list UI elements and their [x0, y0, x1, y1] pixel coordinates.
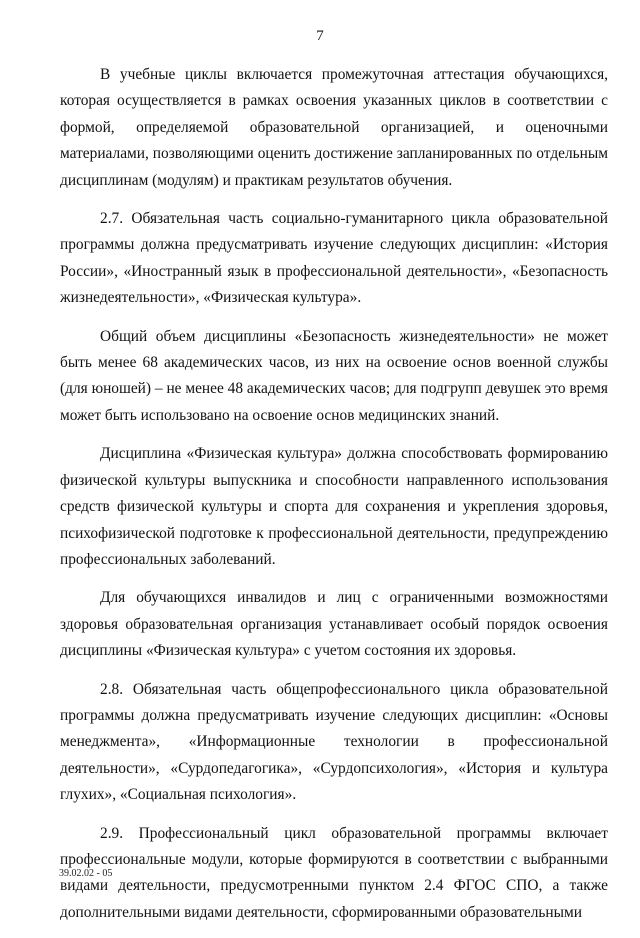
paragraph-2-8-general-professional-cycle: 2.8. Обязательная часть общепрофессионального цикла образовательной программы должна предусматривать изучение следующих дисциплин: «Основы менеджмента», «Информационные технологии в профессиональной деятельности», «Сурдопедагогика», «Сурдопсихология», «История и культура глухих», «Социальная психология». [60, 680, 608, 804]
paragraph-intermediate-attestation: В учебные циклы включается промежуточная аттестация обучающихся, которая осуществляется в рамках освоения указанных циклов в соответствии с формой, определяемой образовательной организацией, и оценочными материалами, позволяющими оценить достижение запланированных по отдельным дисциплинам (модулям) и практикам результатов обучения. [60, 66, 608, 189]
page-number: 7 [316, 28, 324, 44]
paragraph-2-7-social-humanitarian-cycle: 2.7. Обязательная часть социально-гуманитарного цикла образовательной программы должна предусматривать изучение следующих дисциплин: «История России», «Иностранный язык в профессиональной деятельности», «Безопасность жизнедеятельности», «Физическая культура». [60, 210, 608, 307]
paragraph-physical-culture: Дисциплина «Физическая культура» должна способствовать формированию физической культуры выпускника и способности направленного использования средств физической культуры и спорта для сохранения и укрепления здоровья, психофизической подготовке к профессиональной деятельности, предупреждению профессиональных заболеваний. [60, 445, 608, 568]
document-code: 39.02.02 - 05 [59, 868, 113, 879]
paragraph-disabled-students: Для обучающихся инвалидов и лиц с ограниченными возможностями здоровья образовательная организация устанавливает особый порядок освоения дисциплины «Физическая культура» с учетом состояния их здоровья. [60, 589, 608, 660]
paragraph-life-safety-hours: Общий объем дисциплины «Безопасность жизнедеятельности» не может быть менее 68 академических часов, из них на освоение основ военной службы (для юношей) – не менее 48 академических часов; для подгрупп девушек это время может быть использовано на освоение основ медицинских знаний. [60, 327, 608, 424]
paragraph-2-9-professional-cycle: 2.9. Профессиональный цикл образовательной программы включает профессиональные модули, которые формируются в соответствии с выбранными видами деятельности, предусмотренными пунктом 2.4 ФГОС СПО, а также дополнительными видами деятельности, сформированными образовательными [60, 824, 608, 921]
document-body [60, 62, 608, 938]
